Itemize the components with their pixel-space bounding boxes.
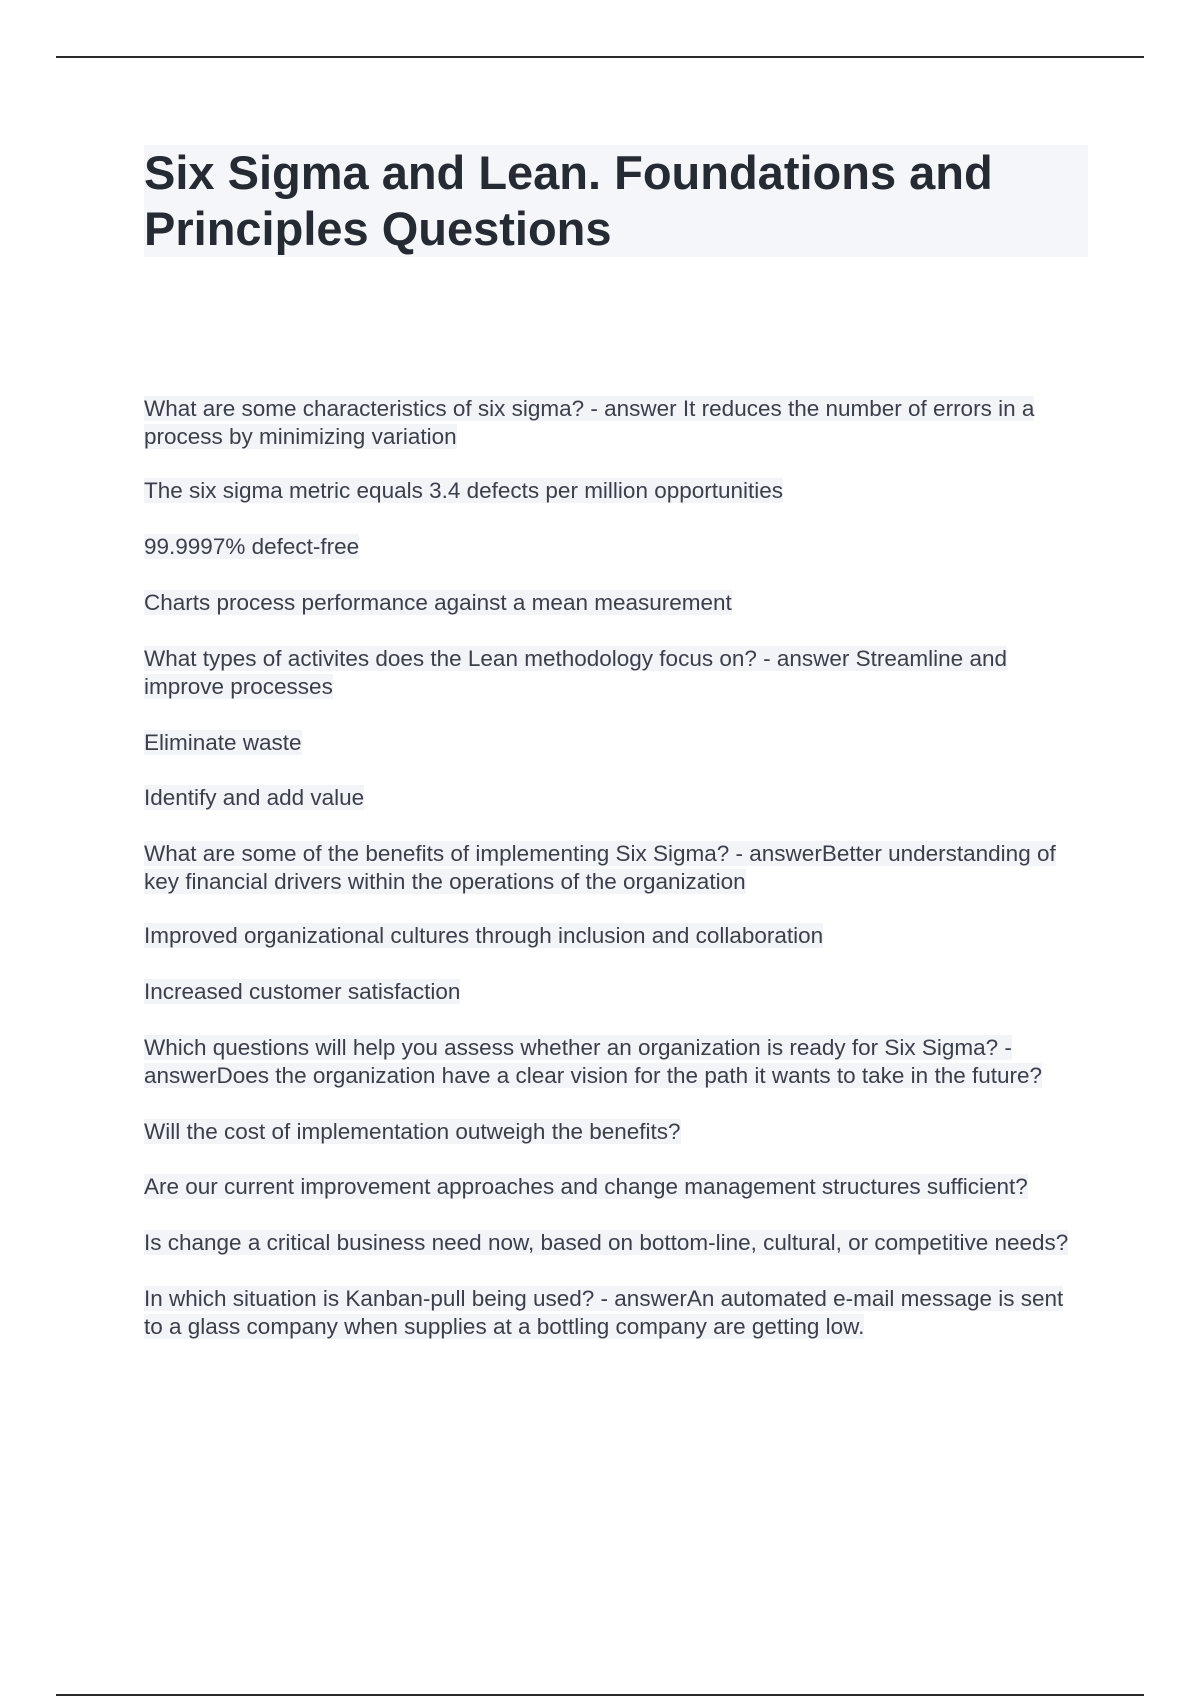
- document-body: [144, 395, 1088, 1341]
- bottom-rule: [56, 1694, 1144, 1696]
- paragraph: 99.9997% defect-free: [144, 534, 360, 559]
- top-rule: [56, 56, 1144, 58]
- paragraph: Which questions will help you assess whether an organization is ready for Six Sigma? - answerDoes the organization have a clear vision for the path it wants to take in the future?: [144, 1035, 1043, 1088]
- paragraph: The six sigma metric equals 3.4 defects per million opportunities: [144, 478, 784, 503]
- paragraph: Improved organizational cultures through inclusion and collaboration: [144, 923, 824, 948]
- paragraph: Will the cost of implementation outweigh the benefits?: [144, 1119, 681, 1144]
- paragraph: Increased customer satisfaction: [144, 979, 461, 1004]
- paragraph: Charts process performance against a mean measurement: [144, 590, 732, 615]
- paragraph: What are some characteristics of six sigma? - answer It reduces the number of errors in a process by minimizing variation: [144, 396, 1035, 449]
- paragraph: Eliminate waste: [144, 730, 302, 755]
- paragraph: Is change a critical business need now, based on bottom-line, cultural, or competitive needs?: [144, 1230, 1069, 1255]
- paragraph: What are some of the benefits of implementing Six Sigma? - answerBetter understanding of key financial drivers within the operations of the organization: [144, 841, 1056, 894]
- paragraph: Are our current improvement approaches and change management structures sufficient?: [144, 1174, 1028, 1199]
- paragraph: What types of activites does the Lean methodology focus on? - answer Streamline and improve processes: [144, 646, 1007, 699]
- paragraph: Identify and add value: [144, 785, 365, 810]
- page-title: Six Sigma and Lean. Foundations and Principles Questions: [144, 146, 993, 255]
- paragraph: In which situation is Kanban-pull being used? - answerAn automated e-mail message is sent to a glass company when supplies at a bottling company are getting low.: [144, 1286, 1064, 1339]
- title-block: [144, 145, 1088, 257]
